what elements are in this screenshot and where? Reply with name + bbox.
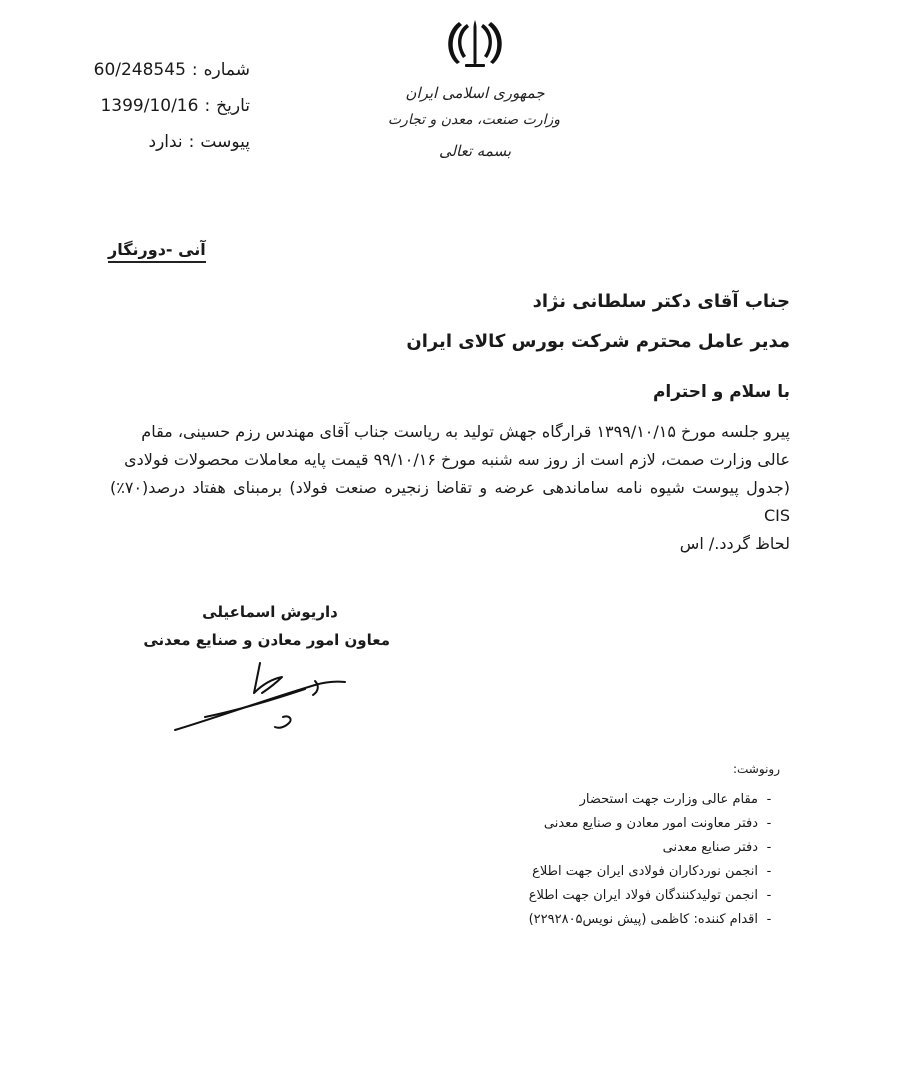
meta-attachment-value: ندارد — [148, 132, 183, 152]
cc-bullet: - — [766, 888, 772, 903]
meta-attachment-label: پیوست — [200, 132, 250, 152]
list-item — [400, 788, 780, 812]
cc-item-label: مقام عالی وزارت جهت استحضار — [579, 792, 758, 807]
meta-number-label: شماره — [203, 60, 250, 80]
cc-item-label: دفتر صنایع معدنی — [662, 840, 758, 855]
cc-bullet: - — [766, 864, 772, 879]
body-line: لحاظ گردد./ اس — [679, 534, 790, 553]
meta-separator: : — [188, 132, 195, 152]
meta-date-value: 1399/10/16 — [100, 96, 199, 116]
meta-separator: : — [204, 96, 211, 116]
recipient-name: جناب آقای دکتر سلطانی نژاد — [532, 291, 790, 312]
list-item — [400, 884, 780, 908]
cc-bullet: - — [766, 840, 772, 855]
meta-date-label: تاریخ — [216, 96, 250, 116]
letterhead — [387, 14, 560, 160]
signer-title: معاون امور معادن و صنایع معدنی — [143, 631, 390, 649]
cc-item-label: انجمن تولیدکنندگان فولاد ایران جهت اطلاع — [528, 888, 758, 903]
list-item — [400, 908, 780, 932]
country-name-line: جمهوری اسلامی ایران — [405, 84, 545, 102]
greeting: با سلام و احترام — [652, 382, 790, 402]
iran-emblem-icon — [445, 14, 505, 74]
recipient-title: مدیر عامل محترم شرکت بورس کالای ایران — [406, 331, 790, 352]
body-line: پیرو جلسه مورخ ۱۳۹۹/۱۰/۱۵ قرارگاه جهش تولید به ریاست جناب آقای مهندس رزم حسینی، مقام — [141, 422, 790, 441]
cc-item-label: انجمن نوردکاران فولادی ایران جهت اطلاع — [532, 864, 758, 879]
cc-block — [400, 762, 780, 932]
ministry-name-line: وزارت صنعت، معدن و تجارت — [387, 112, 560, 128]
meta-date-row — [60, 96, 250, 132]
invocation-line: بسمه تعالی — [438, 142, 512, 160]
signer-name: داریوش اسماعیلی — [202, 603, 338, 621]
meta-attachment-row — [60, 132, 250, 168]
cc-bullet: - — [766, 912, 772, 927]
recipient-block — [150, 282, 790, 362]
list-item — [400, 812, 780, 836]
letter-body — [110, 418, 790, 558]
list-item — [400, 836, 780, 860]
meta-number-value: 60/248545 — [93, 60, 186, 80]
meta-separator: : — [191, 60, 198, 80]
handwritten-signature — [165, 655, 365, 740]
cc-title: رونوشت: — [732, 762, 780, 776]
letter-meta — [60, 60, 250, 168]
cc-bullet: - — [766, 816, 772, 831]
list-item — [400, 860, 780, 884]
meta-number-row — [60, 60, 250, 96]
urgency-note: آنی -دورنگار — [108, 240, 206, 263]
cc-item-label: دفتر معاونت امور معادن و صنایع معدنی — [543, 816, 758, 831]
body-line: عالی وزارت صمت، لازم است از روز سه شنبه مورخ ۹۹/۱۰/۱۶ قیمت پایه معاملات محصولات فولادی — [124, 450, 790, 469]
cc-item-label: اقدام کننده: کاظمی (پیش نویس۲۲۹۲۸۰۵) — [528, 912, 758, 927]
body-line: (جدول پیوست شیوه نامه ساماندهی عرضه و تقاضا زنجیره صنعت فولاد) برمبنای هفتاد درصد(۷۰٪) CIS — [110, 478, 790, 525]
signer-block — [143, 598, 390, 654]
cc-bullet: - — [766, 792, 772, 807]
cc-list — [400, 788, 780, 932]
